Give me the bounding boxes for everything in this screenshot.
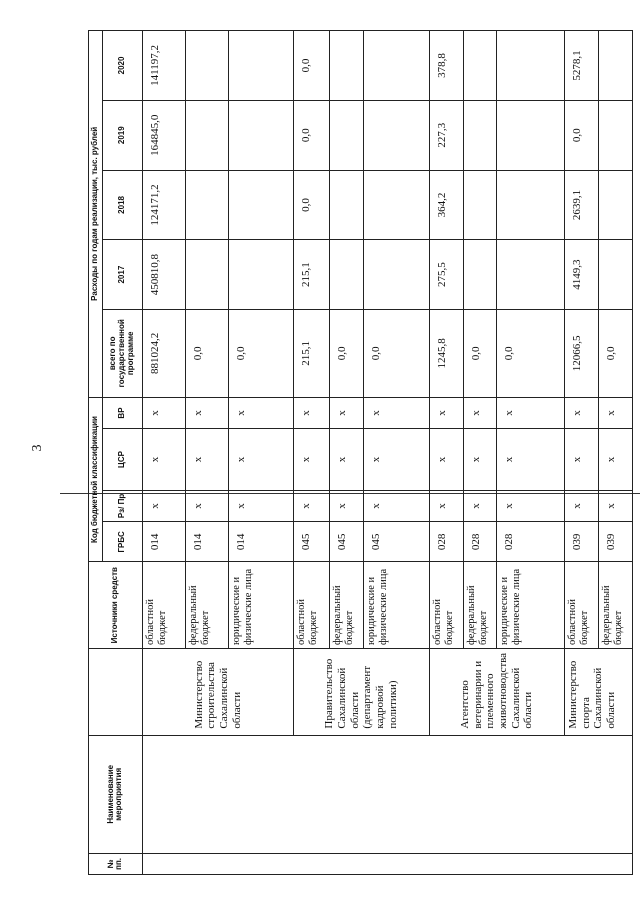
y2018-cell: 364,2 <box>429 170 463 240</box>
grbs-cell: 045 <box>330 522 364 562</box>
y2020-cell <box>463 31 497 101</box>
total-cell: 0,0 <box>330 309 364 397</box>
grbs-cell: 028 <box>429 522 463 562</box>
header-budget-class: Код бюджетной классификации <box>89 397 103 562</box>
rzpr-cell: х <box>294 490 330 522</box>
org-name: Министерство спорта Сахалинской области <box>565 649 633 736</box>
y2020-cell: 141197,2 <box>142 31 185 101</box>
y2019-cell <box>599 100 633 170</box>
header-performer <box>89 649 143 736</box>
total-cell: 1245,8 <box>429 309 463 397</box>
csr-cell: х <box>228 429 294 490</box>
csr-cell: х <box>142 429 185 490</box>
rzpr-cell: х <box>364 490 430 522</box>
source-cell: юридические и физические лица <box>228 562 294 649</box>
source-cell: федеральный бюджет <box>599 562 633 649</box>
header-total: всего по государственной программе <box>102 309 142 397</box>
grbs-cell: 045 <box>294 522 330 562</box>
source-cell: федеральный бюджет <box>330 562 364 649</box>
y2018-cell <box>228 170 294 240</box>
header-expenses: Расходы по годам реализации, тыс. рублей <box>89 31 103 398</box>
cell-num <box>142 853 632 874</box>
vr-cell: х <box>185 397 228 429</box>
budget-table <box>88 30 633 875</box>
rzpr-cell: х <box>429 490 463 522</box>
rzpr-cell: х <box>185 490 228 522</box>
source-cell: областной бюджет <box>294 562 330 649</box>
vr-cell: х <box>228 397 294 429</box>
y2020-cell: 378,8 <box>429 31 463 101</box>
total-cell: 0,0 <box>497 309 565 397</box>
y2017-cell: 215,1 <box>294 240 330 310</box>
y2018-cell <box>330 170 364 240</box>
source-cell: областной бюджет <box>142 562 185 649</box>
y2019-cell <box>185 100 228 170</box>
grbs-cell: 014 <box>185 522 228 562</box>
y2017-cell <box>364 240 430 310</box>
y2017-cell <box>599 240 633 310</box>
header-csr: ЦСР <box>102 429 142 490</box>
cell-name <box>142 735 632 853</box>
total-cell: 0,0 <box>185 309 228 397</box>
source-cell: юридические и физические лица <box>364 562 430 649</box>
header-2020: 2020 <box>102 31 142 101</box>
grbs-cell: 014 <box>142 522 185 562</box>
y2019-cell: 0,0 <box>565 100 599 170</box>
y2019-cell: 0,0 <box>294 100 330 170</box>
y2019-cell: 227,3 <box>429 100 463 170</box>
grbs-cell: 028 <box>497 522 565 562</box>
csr-cell: х <box>565 429 599 490</box>
rzpr-cell: х <box>330 490 364 522</box>
y2019-cell <box>330 100 364 170</box>
vr-cell: х <box>429 397 463 429</box>
grbs-cell: 014 <box>228 522 294 562</box>
y2017-cell <box>228 240 294 310</box>
y2017-cell: 4149,3 <box>565 240 599 310</box>
vr-cell: х <box>364 397 430 429</box>
y2017-cell <box>497 240 565 310</box>
csr-cell: х <box>599 429 633 490</box>
vr-cell: х <box>330 397 364 429</box>
csr-cell: х <box>497 429 565 490</box>
org-name: Министерство строительства Сахалинской области <box>142 649 293 736</box>
vr-cell: х <box>294 397 330 429</box>
y2020-cell <box>228 31 294 101</box>
csr-cell: х <box>294 429 330 490</box>
y2019-cell: 164845,0 <box>142 100 185 170</box>
vr-cell: х <box>497 397 565 429</box>
y2017-cell: 450810,8 <box>142 240 185 310</box>
grbs-cell: 028 <box>463 522 497 562</box>
rotated-page <box>88 30 633 875</box>
y2020-cell <box>364 31 430 101</box>
y2018-cell <box>463 170 497 240</box>
y2020-cell: 5278,1 <box>565 31 599 101</box>
rotated-content <box>88 30 633 875</box>
y2019-cell <box>364 100 430 170</box>
y2018-cell <box>497 170 565 240</box>
grbs-cell: 039 <box>565 522 599 562</box>
y2019-cell <box>463 100 497 170</box>
total-cell: 0,0 <box>463 309 497 397</box>
y2018-cell: 2639,1 <box>565 170 599 240</box>
y2017-cell: 275,5 <box>429 240 463 310</box>
total-cell: 0,0 <box>364 309 430 397</box>
header-2019: 2019 <box>102 100 142 170</box>
source-cell: федеральный бюджет <box>463 562 497 649</box>
rzpr-cell: х <box>497 490 565 522</box>
source-cell: областной бюджет <box>565 562 599 649</box>
total-cell: 12066,5 <box>565 309 599 397</box>
total-cell: 881024,2 <box>142 309 185 397</box>
y2018-cell: 124171,2 <box>142 170 185 240</box>
y2018-cell <box>364 170 430 240</box>
y2020-cell <box>497 31 565 101</box>
rzpr-cell: х <box>599 490 633 522</box>
header-rzpr: Рз/ Пр <box>102 490 142 522</box>
y2019-cell <box>228 100 294 170</box>
csr-cell: х <box>185 429 228 490</box>
csr-cell: х <box>330 429 364 490</box>
vr-cell: х <box>565 397 599 429</box>
y2020-cell <box>330 31 364 101</box>
y2018-cell <box>185 170 228 240</box>
y2018-cell: 0,0 <box>294 170 330 240</box>
y2019-cell <box>497 100 565 170</box>
grbs-cell: 039 <box>599 522 633 562</box>
header-2017: 2017 <box>102 240 142 310</box>
csr-cell: х <box>364 429 430 490</box>
source-cell: областной бюджет <box>429 562 463 649</box>
y2020-cell <box>599 31 633 101</box>
rzpr-cell: х <box>228 490 294 522</box>
header-grbs: ГРБС <box>102 522 142 562</box>
header-sources: Источники средств <box>89 562 143 649</box>
header-vr: ВР <box>102 397 142 429</box>
vr-cell: х <box>463 397 497 429</box>
y2017-cell <box>463 240 497 310</box>
rzpr-cell: х <box>142 490 185 522</box>
y2017-cell <box>330 240 364 310</box>
header-num: № пп. <box>89 853 143 874</box>
y2017-cell <box>185 240 228 310</box>
source-cell: федеральный бюджет <box>185 562 228 649</box>
vr-cell: х <box>142 397 185 429</box>
total-cell: 0,0 <box>599 309 633 397</box>
header-2018: 2018 <box>102 170 142 240</box>
rzpr-cell: х <box>463 490 497 522</box>
page-number: 3 <box>30 444 45 452</box>
total-cell: 215,1 <box>294 309 330 397</box>
header-name: Наименование мероприятия <box>89 735 143 853</box>
source-cell: юридические и физические лица <box>497 562 565 649</box>
y2020-cell: 0,0 <box>294 31 330 101</box>
org-name: Агентство ветеринарии и племенного животноводства Сахалинской области <box>429 649 565 736</box>
y2018-cell <box>599 170 633 240</box>
y2020-cell <box>185 31 228 101</box>
csr-cell: х <box>463 429 497 490</box>
csr-cell: х <box>429 429 463 490</box>
grbs-cell: 045 <box>364 522 430 562</box>
total-cell: 0,0 <box>228 309 294 397</box>
vr-cell: х <box>599 397 633 429</box>
org-name: Правительство Сахалинской области (департамент кадровой политики) <box>294 649 430 736</box>
rzpr-cell: х <box>565 490 599 522</box>
